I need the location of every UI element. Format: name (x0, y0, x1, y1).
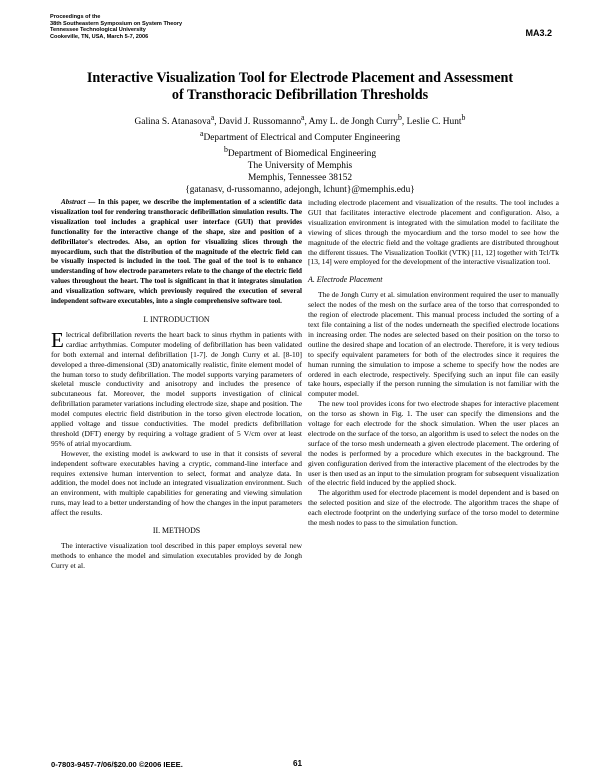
right-column (308, 198, 559, 528)
affiliation-2: $^b$Department of Biomedical Engineering (223, 145, 377, 160)
title-line-1: Interactive Visualization Tool for Electrode Placement and Assessment (86, 70, 514, 86)
left-column (51, 198, 302, 571)
emails: {gatanasv, d-russomanno, adejongh, lchunt}@memphis.edu} (185, 185, 415, 196)
electrode-paragraph-1: The de Jongh Curry et al. simulation environment required the user to manually select the nodes of the mesh on the surface area of the torso that corresponded to the region of electrode placement. This manual process included the sorting of a text file containing a list of the nodes underneath the specified electrode locations in increasing order. The nodes are selected based on their position on the torso to outline the desired shape and location of an electrode. Therefore, it is very tedious to specify equivalent parameters for both of the electrodes since it requires the human running the simulation to impose a scheme to specify how the nodes are ordered in each electrode, respectively. Specifying such an input file can easily take hours, especially if the person running the simulation is not familiar with the computer model. (308, 290, 559, 399)
header-line: Proceedings of the (50, 14, 101, 20)
session-code: MA3.2 (525, 28, 552, 38)
author-list: Galina S. Atanasova$^a$, David J. Russomanno$^a$, Amy L. de Jongh Curry$^b$, Leslie C. Hunt$^b$ (134, 113, 466, 128)
header-line: 38th Southeastern Symposium on System Theory (50, 20, 183, 27)
methods-paragraph-1-continued: including electrode placement and visualization of the results. The tool includes a GUI that facilitates interactive electrode placement and configuration. Also, a visualization environment is integrated with the simulation model to facilitate the viewing of slices through the myocardium and the torso model to see how the magnitude of the electric field and the voltage gradients are distributed throughout the different tissues. The Visualization Toolkit (VTK) [11, 12] together with Tcl/Tk [13, 14] were employed for the development of the interactive visualization tool. (308, 198, 559, 267)
electrode-paragraph-3: The algorithm used for electrode placement is model dependent and is based on the selected position and size of the electrode. The algorithm traces the shape of each electrode footprint on the underlying surface of the torso model to determine the mesh nodes to pass to the simulation function. (308, 488, 559, 528)
abstract-text: — In this paper, we describe the implementation of a scientific data visualization tool for rendering transthoracic defibrillation simulation results. The visualization tool includes a graphical user interface (GUI) that provides functionality for the interactive change of the shape, size and position of a defibrillator's electrodes. Also, an option for visualizing slices through the myocardium, such that the distribution of the magnitude of the electric field can be visually inspected is included in the tool. The goal of the tool is to enhance understanding of how electrode parameters relate to the change of the electric field values throughout the heart. The tool is significant in that it integrates simulation and visualization software, which previously required the execution of several independent software executables, into a single comprehensive software tool. (51, 198, 302, 306)
intro-paragraph-1: Electrical defibrillation reverts the heart back to sinus rhythm in patients with cardiac arrhythmias. Computer modeling of defibrillation has been validated for both external and internal defibrillation [1-7]. de Jongh Curry et al. [8-10] developed a three-dimensional (3D) anatomically realistic, finite element model of the human torso to study defibrillation. The model supports varying parameters of skeletal muscle conductivity and anisotropy and includes the presence of subcutaneous fat. Moreover, the model supports investigation of clinical defibrillation parameter variations including electrode size, shape and position. The model computes electric field distribution in the torso given electrode location, applied voltage and tissue conductivities. The model predicts defibrillation threshold (DFT) energy by requiring a voltage gradient of 5 V/cm over at least 95% of atrial myocardium. (51, 327, 302, 448)
title-line-2: of Transthoracic Defibrillation Thresholds (171, 87, 429, 103)
abstract (51, 198, 302, 307)
header-line: Tennessee Technological University (50, 27, 146, 34)
abstract-label: Abstract (61, 198, 86, 206)
section-heading-introduction: I. INTRODUCTION (143, 314, 210, 324)
author-block (40, 112, 560, 196)
methods-paragraph-1: The interactive visualization tool described in this paper employs several new methods to enhance the model and simulation executables provided by de Jongh Curry et al. (51, 541, 302, 570)
city: Memphis, Tennessee 38152 (247, 173, 353, 184)
drop-cap: E (51, 327, 64, 352)
footer-isbn: 0-7803-9457-7/06/$20.00 ©2006 IEEE. (51, 760, 183, 769)
proceedings-header (50, 14, 182, 40)
page-number: 61 (293, 759, 303, 768)
header-line: Cookeville, TN, USA, March 5-7, 2006 (50, 33, 149, 40)
intro-paragraph-2: However, the existing model is awkward to use in that it consists of several independent software executables having a cryptic, command-line interface and requires extensive human intervention to select, format and analyze data. In addition, the model does not include an integrated visualization environment. Such an environment, with multiple capabilities for generating and viewing simulation runs, may lead to a better understanding of how the changes in the input parameters affect the results. (51, 448, 302, 518)
electrode-paragraph-2: The new tool provides icons for two electrode shapes for interactive placement on the torso as shown in Fig. 1. The user can specify the dimensions and the voltage for each electrode for the shock simulation. When the user places an electrode on the surface of the torso, an algorithm is used to select the nodes on the surface of the torso mesh underneath a given electrode placement. The ordering of the nodes is performed by a procedure which executes in the background. The given configuration derived from the interactive placement of the electrodes by the user is then used as an input to the simulation program for subsequent visualization of the electric field induced by the applied shock. (308, 399, 559, 488)
paper-title (40, 70, 560, 104)
section-heading-methods: II. METHODS (152, 526, 201, 536)
affiliation-1: $^a$Department of Electrical and Computer Engineering (199, 129, 401, 144)
subsection-heading-electrode-placement: A. Electrode Placement (308, 275, 383, 285)
university: The University of Memphis (247, 161, 353, 172)
